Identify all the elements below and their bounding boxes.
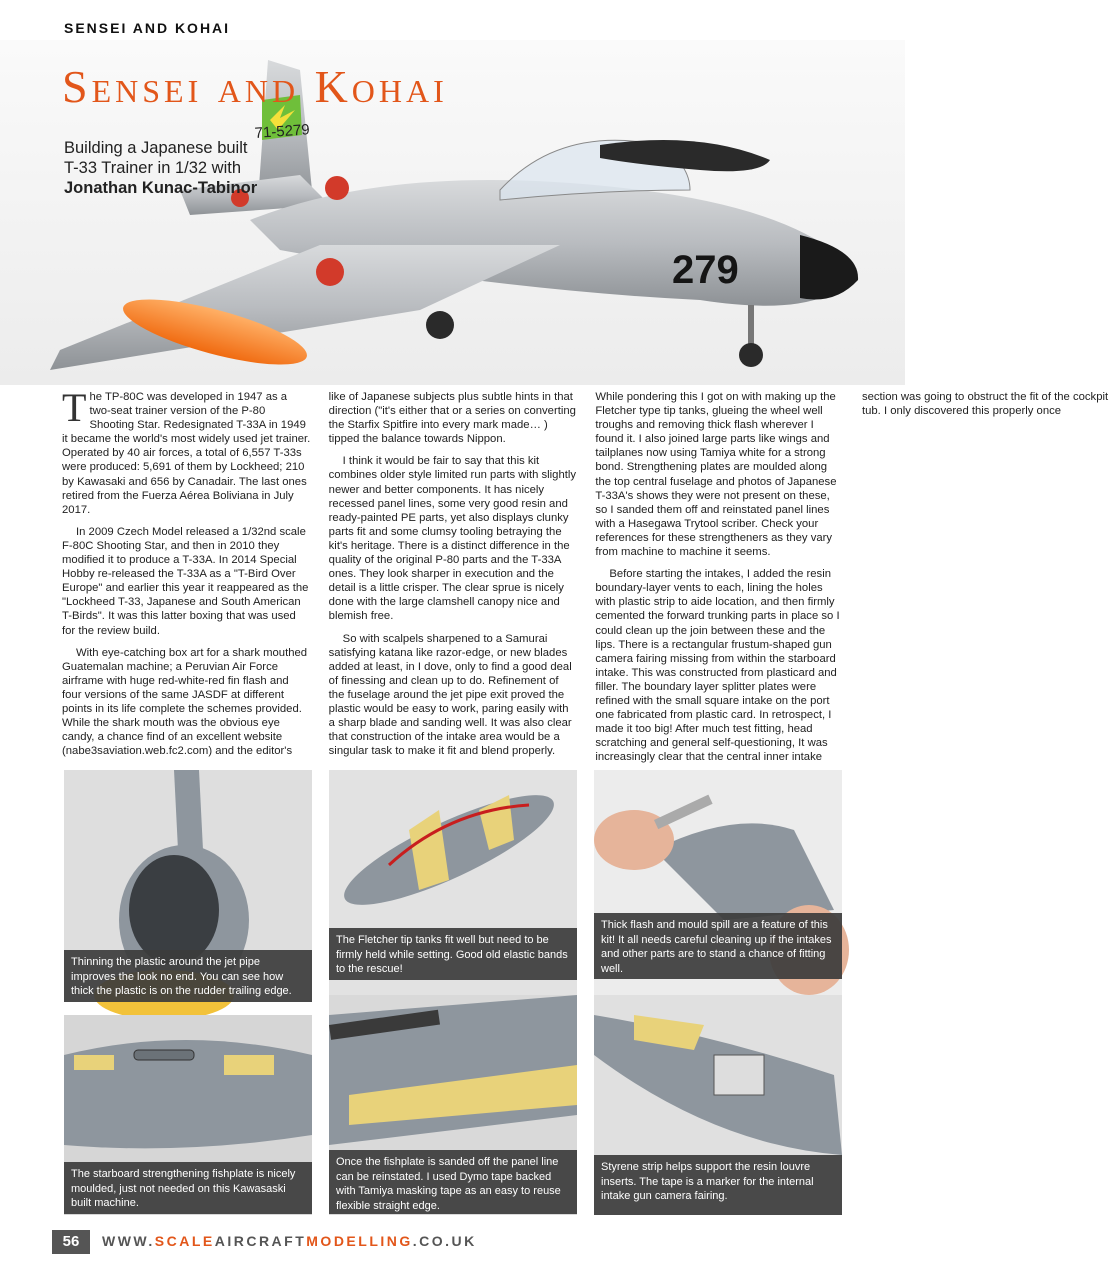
article-body [62, 385, 1109, 765]
page-number: 56 [52, 1230, 90, 1254]
paragraph: So with scalpels sharpened to a Samurai satisfying katana like razor-edge, or new blades added at least, in I dove, only to find a good deal of finessing and clean up to do. Refinement of the fuselage around the jet pipe exit proved the plastic would be easy to work, paring easily with a sharp blade and sanding well. It was also clear that construction of the intake area would be a singular task to make it fit and blend properly. While pondering this I got on with making up the Fletcher type tip tanks, glueing the wheel well troughs and removing thick flash wherever I found it. I also joined large parts like wings and tailplanes now using Tamiya white for a strong bond. Strengthening plates are moulded along the top central fuselage and photos of Japanese T-33A's shows they were not present on these, so I sanded them off and reinstated panel lines with a Hasegawa Trytool scriber. Check your references for these strengtheners as they vary from machine to machine it seems. [328, 391, 837, 758]
nose-cone [800, 235, 858, 300]
paragraph: In 2009 Czech Model released a 1/32nd scale F-80C Shooting Star, and then in 2010 they modified it to produce a T-33A. In 2014 Special Hobby re-released the T-33A as a "T-Bird Over Europe" and earlier this year it reappeared as the "Lockheed T-33, Japanese and South American T-Birds". It was this latter boxing that was used for the review build. [62, 525, 309, 637]
page-title: Sensei and Kohai [62, 61, 448, 112]
caption-2: The Fletcher tip tanks fit well but need to be firmly held while setting. Good old elastic bands to the rescue! [329, 928, 577, 980]
nose-gear-strut [748, 305, 754, 345]
paragraph: The TP-80C was developed in 1947 as a two-seat trainer version of the P-80 Shooting Star. Redesignated T-33A in 1949 it became the world's most widely used jet trainer. Operated by 40 air forces, a total of 6,557 T-33s were produced: 5,691 of them by Lockheed; 210 by Kawasaki and 656 by Canadair. The last ones retired from the Fuerza Aérea Boliviana in July 2017. [62, 385, 311, 516]
hinomaru-wing [316, 258, 344, 286]
nose-number: 279 [672, 248, 739, 292]
caption-3: Thick flash and mould spill are a feature of this kit! It all needs careful cleaning up if the intakes and other parts are to stand a chance of fitting well. [594, 913, 842, 979]
tail-code: 71-5279 [254, 121, 311, 142]
subtitle [64, 138, 264, 198]
main-wheel [426, 311, 454, 339]
caption-4: The starboard strengthening fishplate is nicely moulded, just not needed on this Kawasaski built machine. [64, 1162, 312, 1214]
section-label: SENSEI AND KOHAI [64, 20, 231, 36]
hinomaru-fuselage [325, 176, 349, 200]
caption-1: Thinning the plastic around the jet pipe improves the look no end. You can see how thick the plastic is on the rudder trailing edge. [64, 950, 312, 1002]
page-footer [0, 1230, 905, 1254]
paragraph: I think it would be fair to say that this kit combines older style limited run parts with slightly newer and better components. It has nicely recessed panel lines, some very good resin and ready-painted PE parts, yet also displays clunky parts fit and some clumsy tooling betraying the kit's heritage. There is a distinct difference in the quality of the original P-80 parts and the T-33A ones. They look sharper in execution and the detail is a little crisper. The clear sprue is nicely done with the large clamshell canopy nice and blemish free. [328, 455, 577, 623]
caption-6: Styrene strip helps support the resin louvre inserts. The tape is a marker for the internal intake gun camera fairing. [594, 1155, 842, 1215]
caption-5: Once the fishplate is sanded off the panel line can be reinstated. I used Dymo tape backed with Tamiya masking tape as an easy to reuse flexible straight edge. [329, 1150, 577, 1214]
website-url[interactable]: WWW.SCALEAIRCRAFTMODELLING.CO.UK [102, 1233, 477, 1249]
nose-wheel [739, 343, 763, 367]
author: Jonathan Kunac-Tabinor [64, 179, 258, 197]
dropcap: T [62, 385, 87, 430]
subtitle-text: Building a Japanese built T-33 Trainer in 1/32 with [64, 139, 248, 177]
paragraph: Before starting the intakes, I added the resin boundary-layer vents to each, lining the holes with plastic strip to aide location, and then firmly cemented the forward trunking parts in place so I could clean up the join between these and the lips. There is a rectangular frustum-shaped gun camera fairing missing from within the starboard intake. This was constructed from plasticard and filler. The boundary layer splitter plates were refined with the small square intake on the port one fabricated from plastic card. In retrospect, I made it too big! After much test fitting, head scratching and general self-questioning, It was increasingly clear that the central inner intake section was going to obstruct the fit of the cockpit tub. I only discovered this properly once [595, 391, 1109, 764]
paragraph: With eye-catching box art for a shark mouthed Guatemalan machine; a Peruvian Air Force airframe with huge red-white-red fin flash and four versions of the same JASDF at different points in its life complete the schemes provided. While the shark mouth was the obvious eye candy, a chance find of an excellent website (nabe3saviation.web.fc2.com) and the editor's like of Japanese subjects plus subtle hints in that direction ("it's either that or a series on converting the Starfix Spitfire into every mark made… ) tipped the balance towards Nippon. [62, 391, 576, 758]
